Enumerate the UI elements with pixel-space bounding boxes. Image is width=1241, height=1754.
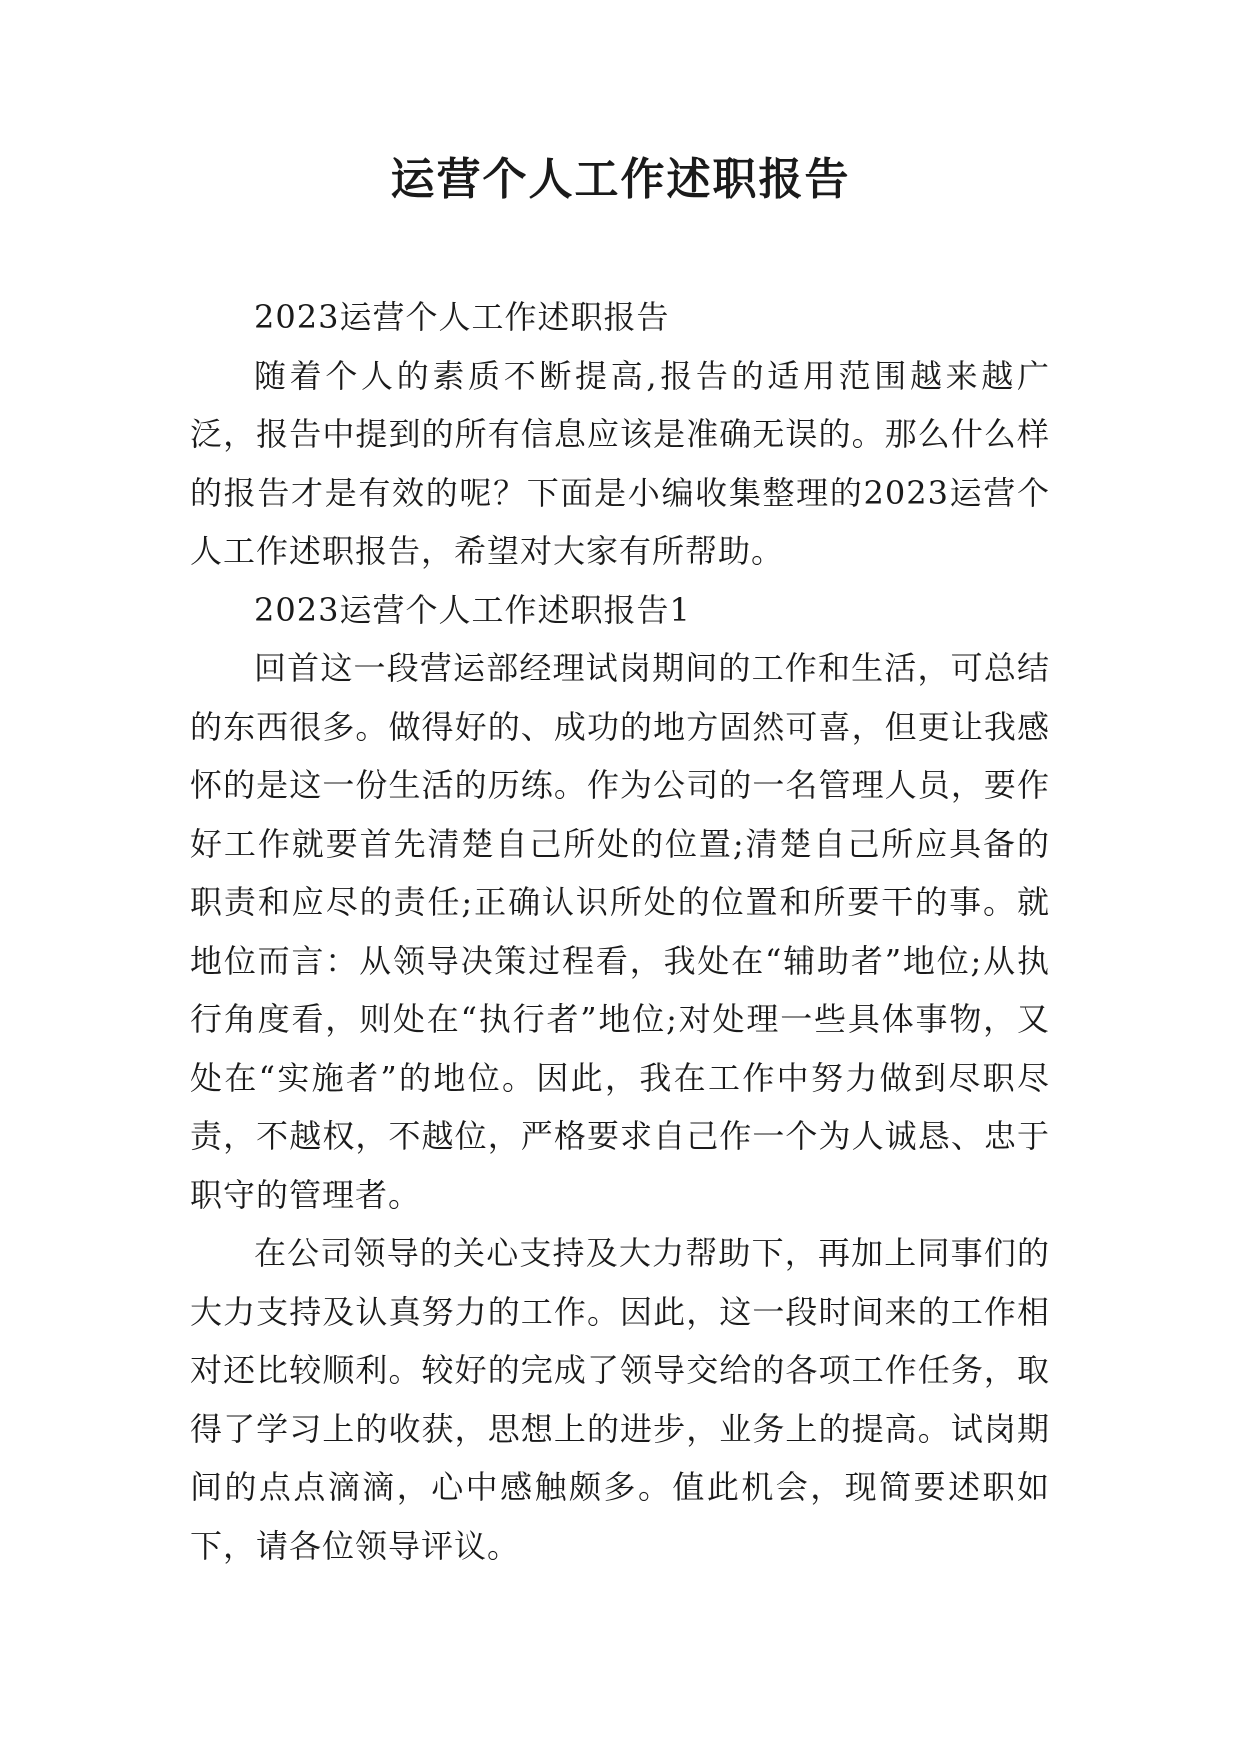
paragraph-intro: 随着个人的素质不断提高,报告的适用范围越来越广泛，报告中提到的所有信息应该是准确无误的。那么什么样的报告才是有效的呢？下面是小编收集整理的2023运营个人工作述职报告，希望对大家有所帮助。 bbox=[190, 356, 1050, 570]
document-body bbox=[190, 288, 1050, 1575]
paragraph-body: 回首这一段营运部经理试岗期间的工作和生活，可总结的东西很多。做得好的、成功的地方固然可喜，但更让我感怀的是这一份生活的历练。作为公司的一名管理人员，要作好工作就要首先清楚自己所处的位置;清楚自己所应具备的职责和应尽的责任;正确认识所处的位置和所要干的事。就地位而言：从领导决策过程看，我处在“辅助者”地位;从执行角度看，则处在“执行者”地位;对处理一些具体事物，又处在“实施者”的地位。因此，我在工作中努力做到尽职尽责，不越权，不越位，严格要求自己作一个为人诚恳、忠于职守的管理者。 bbox=[190, 649, 1050, 1214]
document-title: 运营个人工作述职报告 bbox=[390, 154, 851, 205]
paragraph-body: 在公司领导的关心支持及大力帮助下，再加上同事们的大力支持及认真努力的工作。因此，这一段时间来的工作相对还比较顺利。较好的完成了领导交给的各项工作任务，取得了学习上的收获，思想上的进步，业务上的提高。试岗期间的点点滴滴，心中感触颇多。值此机会，现简要述职如下，请各位领导评议。 bbox=[190, 1234, 1050, 1565]
paragraph-section-heading: 2023运营个人工作述职报告1 bbox=[254, 590, 691, 629]
paragraph-subtitle: 2023运营个人工作述职报告 bbox=[254, 298, 670, 336]
